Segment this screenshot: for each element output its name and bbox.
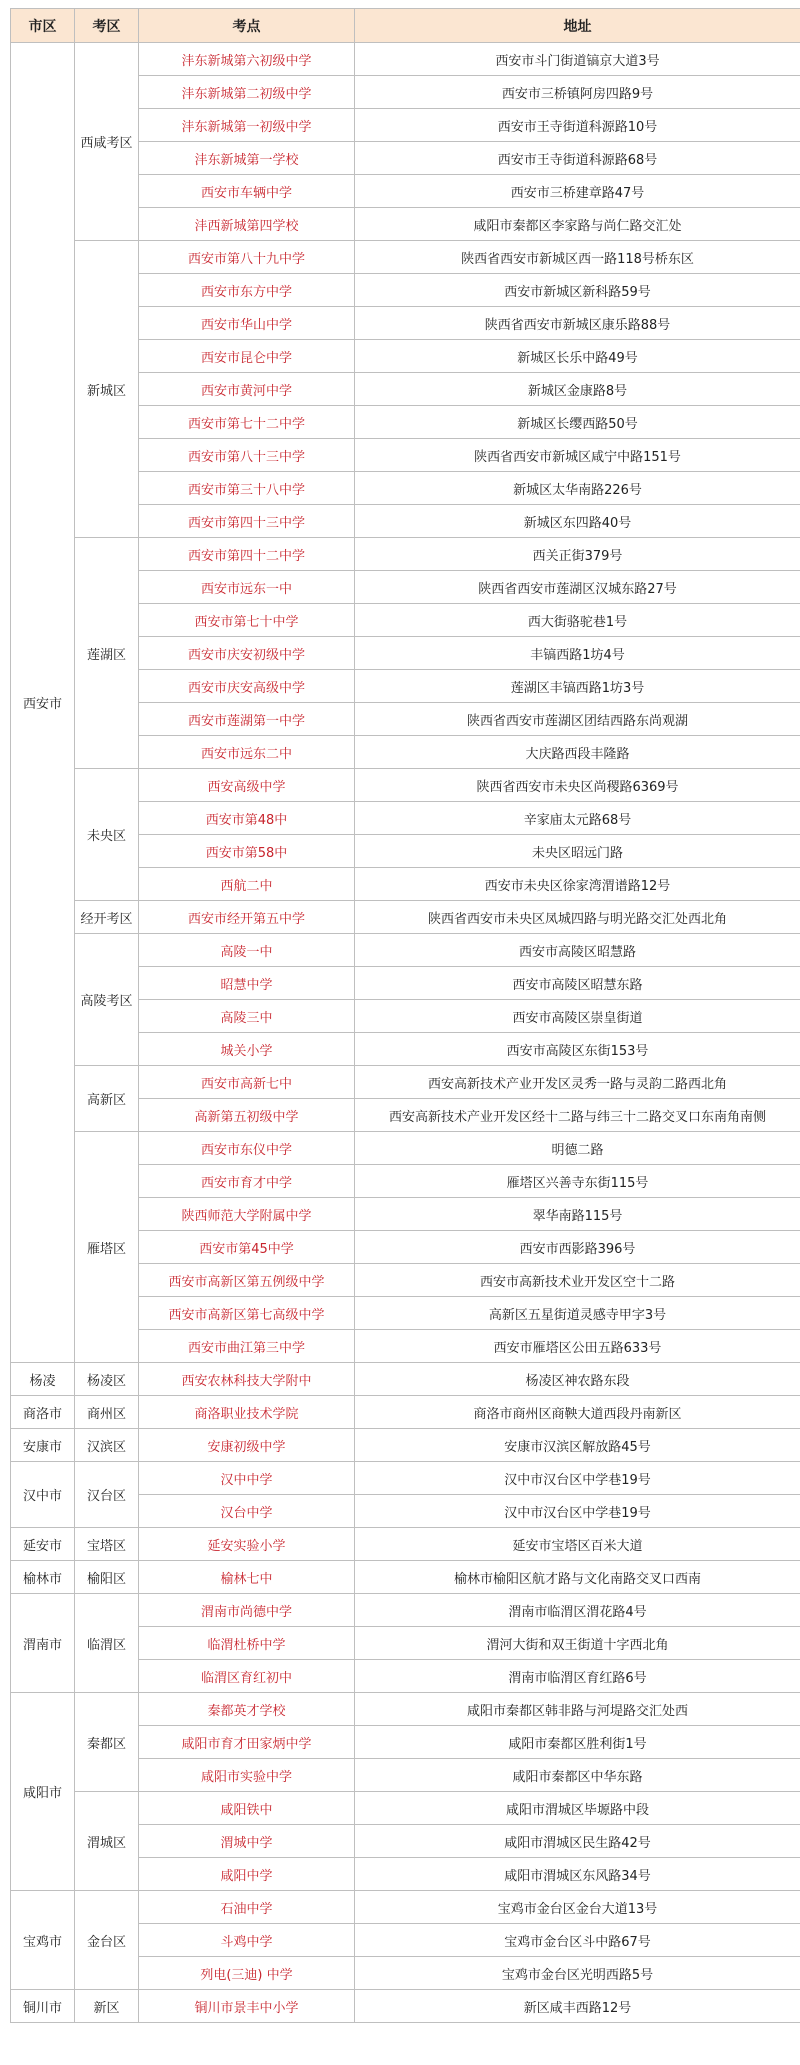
exam-site-cell: 延安实验小学 bbox=[139, 1528, 355, 1561]
table-header-row bbox=[11, 9, 800, 43]
district-cell: 杨凌区 bbox=[75, 1363, 139, 1396]
address-cell: 新城区东四路40号 bbox=[355, 505, 800, 538]
address-cell: 新区咸丰西路12号 bbox=[355, 1990, 800, 2023]
address-cell: 未央区昭远门路 bbox=[355, 835, 800, 868]
exam-site-cell: 西安市育才中学 bbox=[139, 1165, 355, 1198]
exam-site-cell: 高陵三中 bbox=[139, 1000, 355, 1033]
exam-site-cell: 西安市第45中学 bbox=[139, 1231, 355, 1264]
address-cell: 宝鸡市金台区金台大道13号 bbox=[355, 1891, 800, 1924]
table-row bbox=[11, 1594, 800, 1627]
address-cell: 雁塔区兴善寺东街115号 bbox=[355, 1165, 800, 1198]
address-cell: 咸阳市秦都区胜利街1号 bbox=[355, 1726, 800, 1759]
address-cell: 宝鸡市金台区光明西路5号 bbox=[355, 1957, 800, 1990]
address-cell: 西关正街379号 bbox=[355, 538, 800, 571]
district-cell: 经开考区 bbox=[75, 901, 139, 934]
address-cell: 西安市未央区徐家湾渭谱路12号 bbox=[355, 868, 800, 901]
exam-site-cell: 西安高级中学 bbox=[139, 769, 355, 802]
city-cell: 咸阳市 bbox=[11, 1693, 75, 1891]
exam-site-cell: 昭慧中学 bbox=[139, 967, 355, 1000]
address-cell: 陕西省西安市未央区凤城四路与明光路交汇处西北角 bbox=[355, 901, 800, 934]
address-cell: 西安市斗门街道镐京大道3号 bbox=[355, 43, 800, 76]
address-cell: 西安市新城区新科路59号 bbox=[355, 274, 800, 307]
table-row bbox=[11, 241, 800, 274]
address-cell: 咸阳市渭城区民生路42号 bbox=[355, 1825, 800, 1858]
address-cell: 咸阳市秦都区中华东路 bbox=[355, 1759, 800, 1792]
exam-site-cell: 西安市第四十三中学 bbox=[139, 505, 355, 538]
city-cell: 安康市 bbox=[11, 1429, 75, 1462]
table-row bbox=[11, 43, 800, 76]
table-row bbox=[11, 1132, 800, 1165]
table-row bbox=[11, 1891, 800, 1924]
exam-site-cell: 列电(三迪) 中学 bbox=[139, 1957, 355, 1990]
exam-site-cell: 临渭杜桥中学 bbox=[139, 1627, 355, 1660]
district-cell: 新区 bbox=[75, 1990, 139, 2023]
table-row bbox=[11, 769, 800, 802]
address-cell: 翠华南路115号 bbox=[355, 1198, 800, 1231]
exam-site-cell: 咸阳市育才田家炳中学 bbox=[139, 1726, 355, 1759]
address-cell: 陕西省西安市莲湖区团结西路东尚观湖 bbox=[355, 703, 800, 736]
exam-site-cell: 西安市第七十中学 bbox=[139, 604, 355, 637]
address-cell: 高新区五星街道灵感寺甲字3号 bbox=[355, 1297, 800, 1330]
exam-site-cell: 沣东新城第一初级中学 bbox=[139, 109, 355, 142]
address-cell: 辛家庙太元路68号 bbox=[355, 802, 800, 835]
header-address: 地址 bbox=[355, 9, 800, 43]
exam-site-cell: 渭南市尚德中学 bbox=[139, 1594, 355, 1627]
address-cell: 渭南市临渭区渭花路4号 bbox=[355, 1594, 800, 1627]
address-cell: 大庆路西段丰隆路 bbox=[355, 736, 800, 769]
address-cell: 西安市高陵区崇皇街道 bbox=[355, 1000, 800, 1033]
exam-site-cell: 西安市昆仑中学 bbox=[139, 340, 355, 373]
table-row bbox=[11, 1561, 800, 1594]
exam-site-cell: 秦都英才学校 bbox=[139, 1693, 355, 1726]
exam-site-cell: 西安市第三十八中学 bbox=[139, 472, 355, 505]
exam-site-cell: 城关小学 bbox=[139, 1033, 355, 1066]
address-cell: 西安市高陵区东街153号 bbox=[355, 1033, 800, 1066]
address-cell: 汉中市汉台区中学巷19号 bbox=[355, 1495, 800, 1528]
exam-site-cell: 西安市第四十二中学 bbox=[139, 538, 355, 571]
address-cell: 咸阳市渭城区东风路34号 bbox=[355, 1858, 800, 1891]
exam-site-cell: 西安市第58中 bbox=[139, 835, 355, 868]
exam-site-cell: 西安市远东一中 bbox=[139, 571, 355, 604]
exam-site-cell: 咸阳中学 bbox=[139, 1858, 355, 1891]
exam-site-table bbox=[10, 8, 800, 2023]
exam-site-cell: 西安市高新七中 bbox=[139, 1066, 355, 1099]
exam-site-cell: 渭城中学 bbox=[139, 1825, 355, 1858]
district-cell: 金台区 bbox=[75, 1891, 139, 1990]
exam-site-cell: 沣东新城第一学校 bbox=[139, 142, 355, 175]
table-row bbox=[11, 1396, 800, 1429]
exam-site-cell: 安康初级中学 bbox=[139, 1429, 355, 1462]
district-cell: 临渭区 bbox=[75, 1594, 139, 1693]
exam-site-cell: 西安市第八十三中学 bbox=[139, 439, 355, 472]
district-cell: 商州区 bbox=[75, 1396, 139, 1429]
city-cell: 宝鸡市 bbox=[11, 1891, 75, 1990]
exam-site-cell: 商洛职业技术学院 bbox=[139, 1396, 355, 1429]
district-cell: 未央区 bbox=[75, 769, 139, 901]
exam-site-cell: 西航二中 bbox=[139, 868, 355, 901]
exam-site-cell: 高新第五初级中学 bbox=[139, 1099, 355, 1132]
table-row bbox=[11, 1363, 800, 1396]
address-cell: 明德二路 bbox=[355, 1132, 800, 1165]
exam-site-cell: 西安市曲江第三中学 bbox=[139, 1330, 355, 1363]
address-cell: 陕西省西安市新城区西一路118号桥东区 bbox=[355, 241, 800, 274]
exam-site-cell: 临渭区育红初中 bbox=[139, 1660, 355, 1693]
address-cell: 新城区太华南路226号 bbox=[355, 472, 800, 505]
address-cell: 西安市三桥镇阿房四路9号 bbox=[355, 76, 800, 109]
address-cell: 西大街骆驼巷1号 bbox=[355, 604, 800, 637]
address-cell: 西安市西影路396号 bbox=[355, 1231, 800, 1264]
address-cell: 咸阳市渭城区毕塬路中段 bbox=[355, 1792, 800, 1825]
table-row bbox=[11, 1066, 800, 1099]
address-cell: 汉中市汉台区中学巷19号 bbox=[355, 1462, 800, 1495]
table-row bbox=[11, 1792, 800, 1825]
exam-site-cell: 汉中中学 bbox=[139, 1462, 355, 1495]
city-cell: 商洛市 bbox=[11, 1396, 75, 1429]
exam-site-cell: 西安市车辆中学 bbox=[139, 175, 355, 208]
exam-site-cell: 陕西师范大学附属中学 bbox=[139, 1198, 355, 1231]
district-cell: 高陵考区 bbox=[75, 934, 139, 1066]
address-cell: 新城区长乐中路49号 bbox=[355, 340, 800, 373]
exam-site-table-container bbox=[10, 8, 800, 2023]
address-cell: 西安市王寺街道科源路10号 bbox=[355, 109, 800, 142]
exam-site-cell: 铜川市景丰中小学 bbox=[139, 1990, 355, 2023]
district-cell: 榆阳区 bbox=[75, 1561, 139, 1594]
exam-site-cell: 西安市东方中学 bbox=[139, 274, 355, 307]
table-row bbox=[11, 934, 800, 967]
address-cell: 安康市汉滨区解放路45号 bbox=[355, 1429, 800, 1462]
exam-site-cell: 汉台中学 bbox=[139, 1495, 355, 1528]
table-row bbox=[11, 1462, 800, 1495]
exam-site-cell: 西安市第48中 bbox=[139, 802, 355, 835]
address-cell: 渭南市临渭区育红路6号 bbox=[355, 1660, 800, 1693]
city-cell: 杨凌 bbox=[11, 1363, 75, 1396]
address-cell: 杨凌区神农路东段 bbox=[355, 1363, 800, 1396]
table-row bbox=[11, 538, 800, 571]
city-cell: 渭南市 bbox=[11, 1594, 75, 1693]
table-row bbox=[11, 901, 800, 934]
exam-site-cell: 西安市远东二中 bbox=[139, 736, 355, 769]
address-cell: 陕西省西安市莲湖区汉城东路27号 bbox=[355, 571, 800, 604]
district-cell: 莲湖区 bbox=[75, 538, 139, 769]
district-cell: 渭城区 bbox=[75, 1792, 139, 1891]
header-district: 考区 bbox=[75, 9, 139, 43]
exam-site-cell: 沣西新城第四学校 bbox=[139, 208, 355, 241]
district-cell: 高新区 bbox=[75, 1066, 139, 1132]
exam-site-cell: 沣东新城第六初级中学 bbox=[139, 43, 355, 76]
address-cell: 陕西省西安市新城区康乐路88号 bbox=[355, 307, 800, 340]
address-cell: 西安市高陵区昭慧路 bbox=[355, 934, 800, 967]
address-cell: 西安市高陵区昭慧东路 bbox=[355, 967, 800, 1000]
district-cell: 宝塔区 bbox=[75, 1528, 139, 1561]
address-cell: 延安市宝塔区百米大道 bbox=[355, 1528, 800, 1561]
district-cell: 雁塔区 bbox=[75, 1132, 139, 1363]
address-cell: 新城区金康路8号 bbox=[355, 373, 800, 406]
table-row bbox=[11, 1429, 800, 1462]
exam-site-cell: 高陵一中 bbox=[139, 934, 355, 967]
address-cell: 宝鸡市金台区斗中路67号 bbox=[355, 1924, 800, 1957]
district-cell: 秦都区 bbox=[75, 1693, 139, 1792]
city-cell: 铜川市 bbox=[11, 1990, 75, 2023]
address-cell: 渭河大街和双王街道十字西北角 bbox=[355, 1627, 800, 1660]
address-cell: 咸阳市秦都区李家路与尚仁路交汇处 bbox=[355, 208, 800, 241]
exam-site-cell: 西安市经开第五中学 bbox=[139, 901, 355, 934]
exam-site-cell: 西安市庆安初级中学 bbox=[139, 637, 355, 670]
district-cell: 新城区 bbox=[75, 241, 139, 538]
city-cell: 榆林市 bbox=[11, 1561, 75, 1594]
exam-site-cell: 西安市第八十九中学 bbox=[139, 241, 355, 274]
address-cell: 商洛市商州区商鞅大道西段丹南新区 bbox=[355, 1396, 800, 1429]
district-cell: 汉滨区 bbox=[75, 1429, 139, 1462]
table-row bbox=[11, 1693, 800, 1726]
address-cell: 西安市雁塔区公田五路633号 bbox=[355, 1330, 800, 1363]
address-cell: 丰镐西路1坊4号 bbox=[355, 637, 800, 670]
exam-site-cell: 石油中学 bbox=[139, 1891, 355, 1924]
exam-site-cell: 西安市第七十二中学 bbox=[139, 406, 355, 439]
exam-site-cell: 斗鸡中学 bbox=[139, 1924, 355, 1957]
exam-site-cell: 西安市东仪中学 bbox=[139, 1132, 355, 1165]
address-cell: 咸阳市秦都区韩非路与河堤路交汇处西 bbox=[355, 1693, 800, 1726]
address-cell: 西安高新技术产业开发区灵秀一路与灵韵二路西北角 bbox=[355, 1066, 800, 1099]
address-cell: 莲湖区丰镐西路1坊3号 bbox=[355, 670, 800, 703]
district-cell: 西咸考区 bbox=[75, 43, 139, 241]
address-cell: 新城区长缨西路50号 bbox=[355, 406, 800, 439]
city-cell: 汉中市 bbox=[11, 1462, 75, 1528]
header-exam-site: 考点 bbox=[139, 9, 355, 43]
exam-site-cell: 西安市高新区第五例级中学 bbox=[139, 1264, 355, 1297]
address-cell: 西安市三桥建章路47号 bbox=[355, 175, 800, 208]
address-cell: 西安市高新技术业开发区空十二路 bbox=[355, 1264, 800, 1297]
exam-site-cell: 西安市黄河中学 bbox=[139, 373, 355, 406]
table-row bbox=[11, 1528, 800, 1561]
exam-site-cell: 咸阳市实验中学 bbox=[139, 1759, 355, 1792]
exam-site-cell: 榆林七中 bbox=[139, 1561, 355, 1594]
table-row bbox=[11, 1990, 800, 2023]
district-cell: 汉台区 bbox=[75, 1462, 139, 1528]
exam-site-cell: 西安市庆安高级中学 bbox=[139, 670, 355, 703]
exam-site-cell: 沣东新城第二初级中学 bbox=[139, 76, 355, 109]
address-cell: 西安高新技术产业开发区经十二路与纬三十二路交叉口东南角南侧 bbox=[355, 1099, 800, 1132]
exam-site-cell: 西安市莲湖第一中学 bbox=[139, 703, 355, 736]
exam-site-cell: 咸阳铁中 bbox=[139, 1792, 355, 1825]
exam-site-cell: 西安市高新区第七高级中学 bbox=[139, 1297, 355, 1330]
exam-site-cell: 西安市华山中学 bbox=[139, 307, 355, 340]
header-city: 市区 bbox=[11, 9, 75, 43]
city-cell: 西安市 bbox=[11, 43, 75, 1363]
address-cell: 陕西省西安市新城区咸宁中路151号 bbox=[355, 439, 800, 472]
exam-site-cell: 西安农林科技大学附中 bbox=[139, 1363, 355, 1396]
address-cell: 西安市王寺街道科源路68号 bbox=[355, 142, 800, 175]
address-cell: 榆林市榆阳区航才路与文化南路交叉口西南 bbox=[355, 1561, 800, 1594]
address-cell: 陕西省西安市未央区尚稷路6369号 bbox=[355, 769, 800, 802]
table-body bbox=[11, 43, 800, 2023]
city-cell: 延安市 bbox=[11, 1528, 75, 1561]
